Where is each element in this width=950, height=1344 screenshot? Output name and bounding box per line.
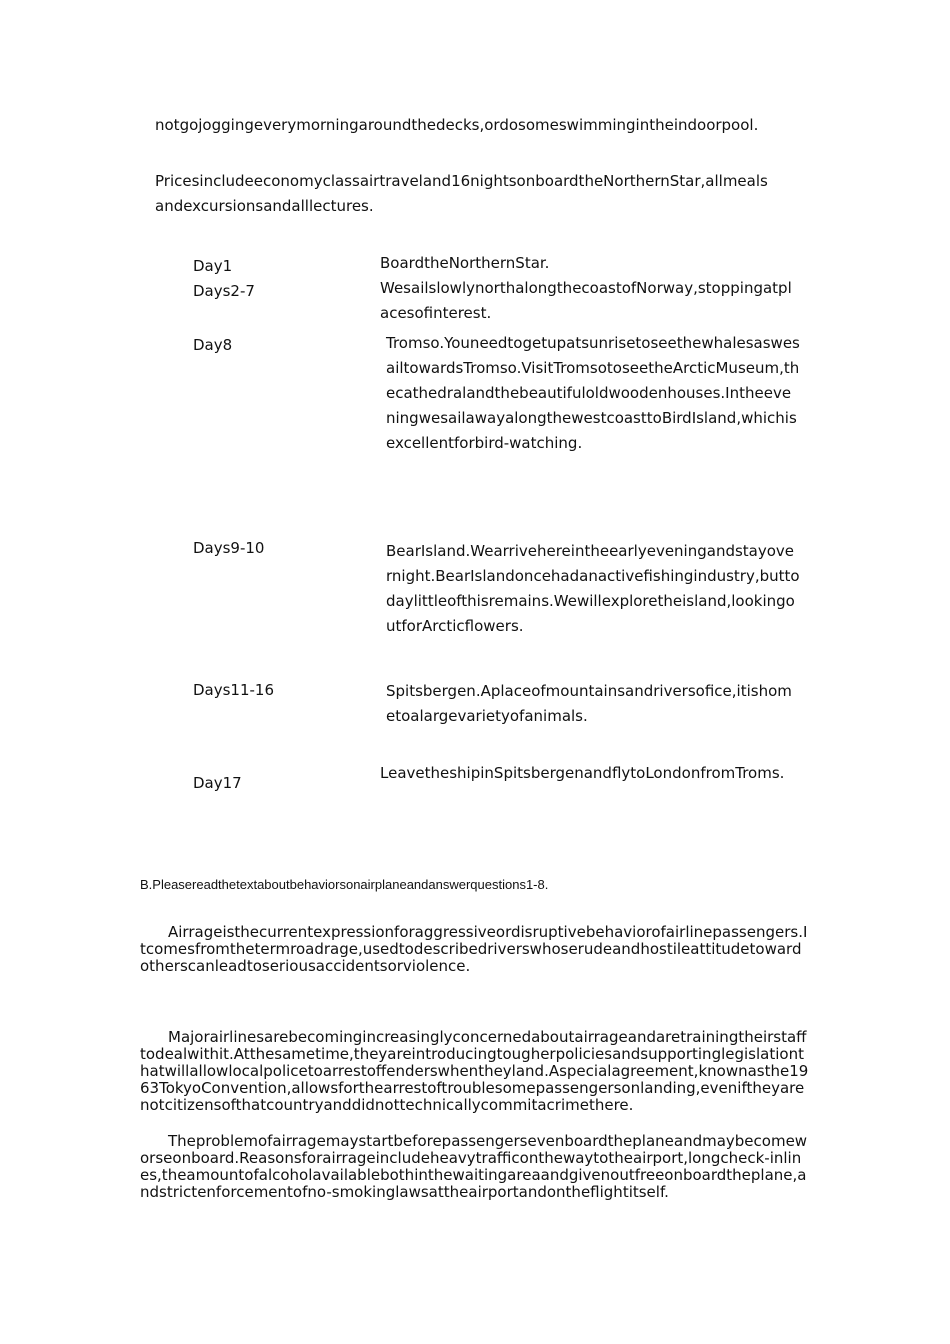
itinerary-desc-1: BoardtheNorthernStar. [380, 254, 550, 272]
prices-line-1: Pricesincludeeconomyclassairtraveland16nightsonboardtheNorthernStar,allmeals [155, 172, 768, 190]
itinerary-day-4: Days9-10 [193, 539, 265, 557]
section-b-paragraph-2: Majorairlinesarebecomingincreasinglyconcernedaboutairrageandaretrainingtheirstafftodealwithit.Atthesametime,theyareintroducingtougherpoliciesandsupportinglegislationthatwillallowlocalpolicetoarrestoffenderswhentheyland.Aspecialagreement,knownasthe1963TokyoConvention,allowsforthearrestoftroublesomepassengersonlanding,eveniftheyarenotcitizensofthatcountryanddidnottechnicallycommitacrimethere. [140, 1028, 809, 1114]
intro-line: notgojoggingeverymorningaroundthedecks,ordosomeswimmingintheindoorpool. [155, 116, 759, 134]
itinerary-day-1: Day1 [193, 257, 233, 275]
section-b-paragraph-1: Airrageisthecurrentexpressionforaggressiveordisruptivebehaviorofairlinepassengers.Itcomesfromthetermroadrage,usedtodescribedriverswhoserudeandhostileattitudetowardotherscanleadtoseriousaccidentsorviolence. [140, 923, 808, 975]
itinerary-day-5: Days11-16 [193, 681, 275, 699]
itinerary-desc-6: LeavetheshipinSpitsbergenandflytoLondonfromTroms. [380, 764, 785, 782]
itinerary-day-3: Day8 [193, 336, 233, 354]
itinerary-day-6: Day17 [193, 774, 242, 792]
section-b-paragraph-3: Theproblemofairragemaystartbeforepassengersevenboardtheplaneandmaybecomeworseonboard.Reasonsforairrageincludeheavytrafficonthewaytotheairport,longcheck-inlines,theamountofalcoholavailablebothinthewaitingareaandgivenoutfreeonboardtheplane,andstrictenforcementofno-smokinglawsattheairportandontheflightitself. [140, 1132, 808, 1201]
itinerary-desc-2: WesailslowlynorthalongthecoastofNorway,stoppingatplacesofinterest. [380, 279, 792, 322]
itinerary-desc-4: BearIsland.Wearrivehereintheearlyeveningandstayovernight.BearIslandoncehadanactivefishingindustry,buttodaylittleofthisremains.Wewillexploretheisland,lookingoutforArcticflowers. [386, 542, 800, 635]
itinerary-desc-5: Spitsbergen.Aplaceofmountainsandriversofice,itishometoalargevarietyofanimals. [386, 682, 792, 725]
itinerary-day-2: Days2-7 [193, 282, 255, 300]
prices-line-2: andexcursionsandalllectures. [155, 197, 374, 215]
section-b-heading: B.Pleasereadthetextaboutbehaviorsonairplaneandanswerquestions1-8. [140, 877, 549, 892]
itinerary-desc-3: Tromso.YouneedtogetupatsunrisetoseethewhalesaswesailtowardsTromso.VisitTromsotoseetheArcticMuseum,thecathedralandthebeautifuloldwoodenhouses.IntheeveningwesailawayalongthewestcoasttoBirdIsland,whichisexcellentforbird-watching. [386, 334, 800, 452]
